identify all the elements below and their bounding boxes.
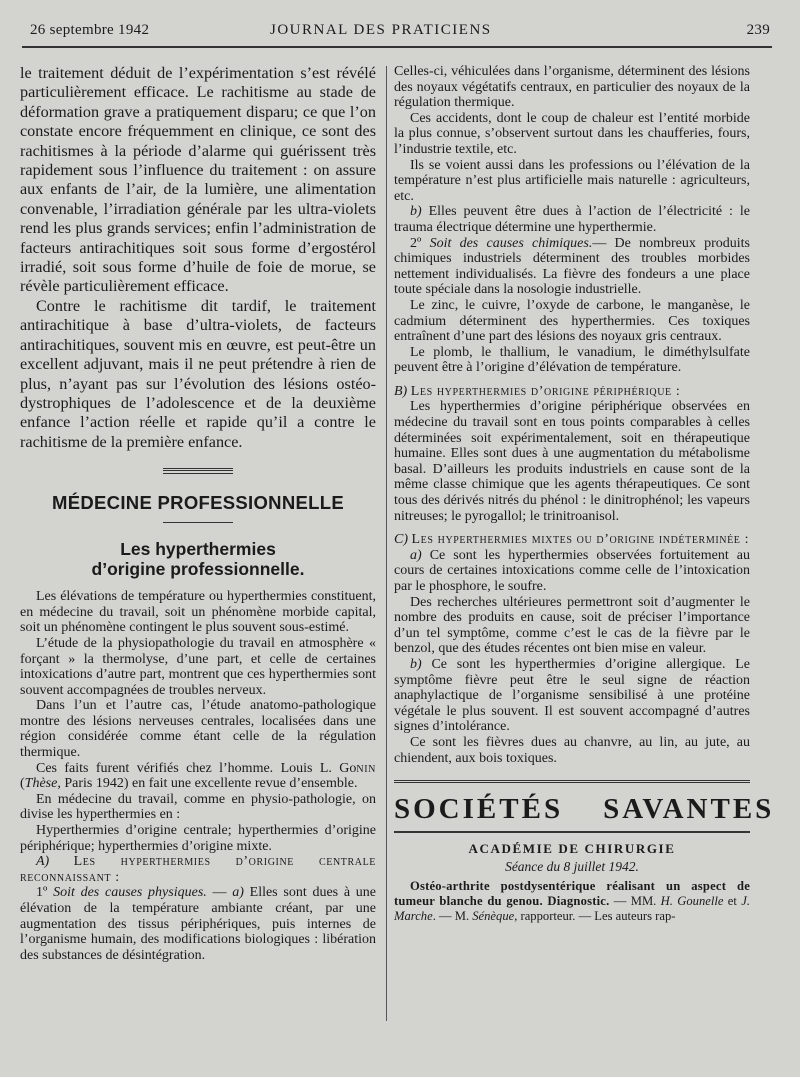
right-paragraph-1: Celles-ci, véhiculées dans l’organisme, déterminent des lésions des noyaux végétatifs centraux, en particulier des noyaux de la régulation thermique. xyxy=(394,64,750,111)
goni-paragraph: Ces faits furent vérifiés chez l’homme. Louis L. Gonin (Thèse, Paris 1942) en fait une excellente revue d’ensemble. xyxy=(20,760,376,792)
subhead-a-letter: A) xyxy=(36,854,50,870)
division-paragraph-1: En médecine du travail, comme en physio-pathologie, on divise les hyperthermies en : xyxy=(20,791,376,823)
mixed-b-paragraph xyxy=(394,657,750,735)
header-rule xyxy=(22,46,772,48)
chem-label: Soit des causes chimiques. xyxy=(429,235,593,251)
subhead-b xyxy=(394,384,750,400)
page-header xyxy=(30,20,770,46)
author-marche: J. Marche xyxy=(394,894,750,924)
right-paragraph-3: Ils se voient aussi dans les professions ou l’élévation de la température n’est plus artificielle mais naturelle : agriculteurs, etc. xyxy=(394,157,750,204)
abstract-tail: , rapporteur. — Les auteurs rap- xyxy=(514,909,676,924)
societes-rule-top xyxy=(394,780,750,783)
right-paragraph-5: Le plomb, le thallium, le vanadium, le diméthylsulfate peuvent être à l’origine d’élévation de température. xyxy=(394,344,750,376)
mixed-a-letter: a) xyxy=(410,547,422,563)
abstract-dash-2: . — M. xyxy=(432,909,473,924)
mixed-paragraph: Des recherches ultérieures permettront soit d’augmenter le nombre des produits en cause, soit de préciser l’importance d’un tel symptôme, comme c’est le cas de la fièvre par le benzol, que des études récentes ont bien mise en valeur. xyxy=(394,594,750,657)
chemical-paragraph xyxy=(394,236,750,298)
article-paragraph-1: Les élévations de température ou hyperthermies constituent, en médecine du travail, soit un phénomène morbide capital, soit un phénomène contingent le plus souvent sous-estimé. xyxy=(20,589,376,636)
mixed-a-text: Ce sont les hyperthermies observées fortuitement au cours de certaines intoxications comme celle de l’intoxication par le phosphore, le soufre. xyxy=(394,547,750,594)
abstract-paragraph xyxy=(394,879,750,924)
physical-label: Soit des causes physiques. xyxy=(53,885,207,901)
subhead-a xyxy=(20,854,376,885)
journal-title: JOURNAL DES PRATICIENS xyxy=(270,22,492,38)
electric-text: Elles peuvent être dues à l’action de l’électricité : le trauma électrique détermine une hyperthermie. xyxy=(394,204,750,235)
subhead-c-text: Les hyperthermies mixtes ou d’origine indéterminée : xyxy=(411,532,750,548)
abstract-dash: — MM. xyxy=(609,894,661,909)
article-title-line-1: Les hyperthermies xyxy=(120,539,276,560)
section-title: MÉDECINE PROFESSIONNELLE xyxy=(52,492,344,514)
right-column xyxy=(394,64,775,937)
goni-text-2: , Paris 1942) en fait une excellente revue d’ensemble. xyxy=(57,776,358,792)
goni-these: Thèse xyxy=(24,776,58,792)
division-paragraph-2: Hyperthermies d’origine centrale; hyperthermies d’origine périphérique; hyperthermies d’origine mixte. xyxy=(20,823,376,854)
peripheral-paragraph: Les hyperthermies d’origine périphérique observées en médecine du travail sont en tous points comparables à celles déterminées soit expérimentalement, soit en thérapeutique humaine. Elles sont dues à une augmentation du métabolisme basal. D’ailleurs les produits industriels en cause sont de la même classe chimique que les agents thérapeutiques. Ce sont tous des dérivés nitrés du phénol : le dinitrophénol; les vapeurs nitreuses; le pyrogallol; le trinitroanisol. xyxy=(394,399,750,524)
author-gounelle: H. Gounelle xyxy=(660,894,724,909)
final-paragraph: Ce sont les fièvres dues au chanvre, au lin, au jute, au chiendent, aux bois toxiques. xyxy=(394,734,750,766)
page-number: 239 xyxy=(746,22,770,38)
societes-word-1: SOCIÉTÉS xyxy=(394,793,564,826)
physical-text: Elles sont dues à une élévation de la température ambiante créant, par une augmentation des tissus périphériques, puis internes de l’organisme humain, des modifications biologiques : libération des substances de désintégration. xyxy=(20,885,376,963)
subhead-b-text: Les hyperthermies d’origine périphérique : xyxy=(410,383,681,399)
section-rule xyxy=(163,522,233,523)
seance-date: Séance du 8 juillet 1942. xyxy=(505,859,639,875)
intro-paragraph-1: le traitement déduit de l’expérimentation s’est révélé particulièrement efficace. Le rachitisme au stade de déformation grave a pratiquement disparu; ce que l’on constate encore fréquemment en clinique, ce sont des rachitismes à la période d’alarme qui guérissent très rapidement sous l’influence du traitement : on assure aux enfants de l’air, de la lumière, une alimentation convenable, l’irradiation générale par les ultra-violets rend les plus grands services; enfin l’administration de facteurs antirachitiques soit sous forme d’ergostérol irradié, soit sous forme d’huile de foie de morue, se révèle particulièrement efficace. xyxy=(20,64,376,296)
goni-text-1: Ces faits furent vérifiés chez l’homme. Louis L. Go xyxy=(36,760,357,776)
mixed-a-paragraph xyxy=(394,548,750,595)
author-seneque: Sénèque xyxy=(472,909,515,924)
societes-word-2: SAVANTES xyxy=(603,793,775,826)
right-paragraph-2: Ces accidents, dont le coup de chaleur est l’entité morbide la plus connue, s’observent surtout dans les chaufferies, fours, l’industrie textile, etc. xyxy=(394,110,750,157)
goni-name-smallcaps: nin xyxy=(356,760,376,776)
subhead-c-letter: C) xyxy=(394,532,408,548)
mixed-b-letter: b) xyxy=(410,656,422,672)
abstract-et: et xyxy=(723,894,742,909)
article-paragraph-2: L’étude de la physiopathologie du travail en atmosphère « forçant » la thermolyse, d’une part, et celle de certaines intoxications d’autre part, montrent que ces hyperthermies sont souvent accompagnées de troubles nerveux. xyxy=(20,635,376,698)
article-title xyxy=(20,539,376,579)
article-title-line-2: d’origine professionnelle. xyxy=(91,559,305,580)
subhead-a-text: Les hyperthermies d’origine centrale reconnaissant : xyxy=(20,854,376,885)
societes-rule xyxy=(394,831,750,833)
physical-dash: — xyxy=(206,885,233,901)
chem-num: 2º xyxy=(410,235,422,251)
chem-dash: — xyxy=(592,235,615,251)
physical-causes-paragraph xyxy=(20,885,376,963)
subhead-c xyxy=(394,532,750,548)
column-divider xyxy=(386,66,387,1021)
chem-text: De nombreux produits chimiques industriels déterminent des troubles morbides nettement individualisés. La fièvre des fondeurs a une place toute spéciale dans la nosologie industrielle. xyxy=(394,235,750,298)
subhead-b-letter: B) xyxy=(394,383,408,399)
physical-a: a) xyxy=(232,885,244,901)
right-paragraph-4: Le zinc, le cuivre, l’oxyde de carbone, le manganèse, le cadmium déterminent des hyperthermies. Ces toxiques entraînent d’une part des lésions des noyaux gris centraux. xyxy=(394,297,750,345)
article-paragraph-3: Dans l’un et l’autre cas, l’étude anatomo-pathologique montre des lésions nerveuses centrales, localisées dans une région considérée comme étant celle de la régulation thermique. xyxy=(20,698,376,761)
academie-heading: ACADÉMIE DE CHIRURGIE xyxy=(468,841,676,857)
abstract-title: Ostéo-arthrite postdysentérique réalisant un aspect de tumeur blanche du genou. Diagnostic. xyxy=(394,879,750,909)
left-column xyxy=(20,64,376,963)
issue-date: 26 septembre 1942 xyxy=(30,22,150,38)
section-rule-top xyxy=(163,468,233,474)
electric-b: b) xyxy=(410,204,422,220)
societes-savantes-title xyxy=(394,793,775,826)
mixed-b-text: Ce sont les hyperthermies d’origine allergique. Le symptôme fièvre peut être le seul signe de réaction anaphylactique de l’organisme sensibilisé à une protéine végétale le plus souvent. Il est souvent accompagné d’autres signes d’intolérance. xyxy=(394,656,750,735)
electric-paragraph xyxy=(394,204,750,235)
intro-paragraph-2: Contre le rachitisme dit tardif, le traitement antirachitique à base d’ultra-violets, de facteurs antirachitiques, souvent mis en œuvre, est peut-être un excellent adjuvant, mais il ne peut prétendre à rien de plus, n’ayant pas sur l’évolution des lésions ostéo-dystrophiques de l’adolescence et de la deuxième enfance l’action réelle et rapide qu’il a contre le rachitisme de la première enfance. xyxy=(20,296,376,451)
physical-num: 1º xyxy=(36,885,48,901)
